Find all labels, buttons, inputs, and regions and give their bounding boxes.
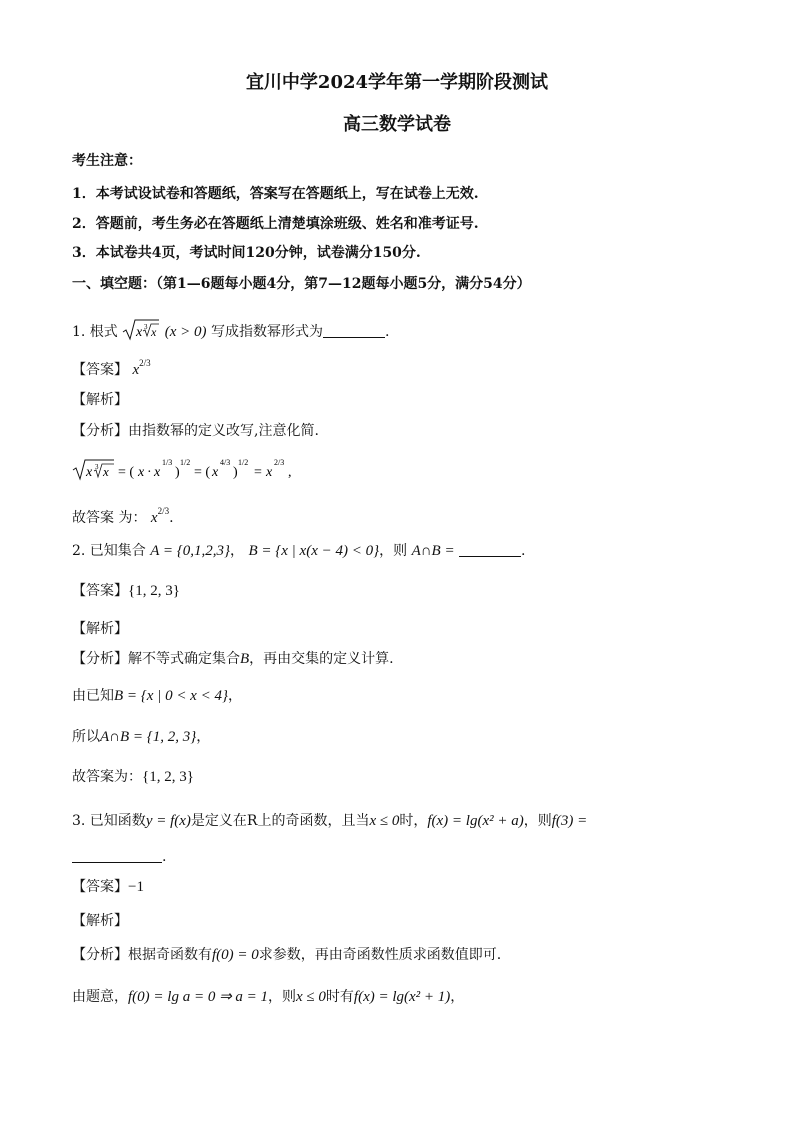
q2-step-2-text: 所以	[72, 729, 100, 745]
q1-conclusion: 故答案 为： $x^{2/3}$.	[72, 506, 174, 526]
q3-analysis-text-2: 求参数，再由奇函数性质求函数值即可.	[258, 947, 502, 963]
q2-step-1-text: 由已知	[72, 688, 114, 704]
svg-text:x: x	[154, 465, 161, 480]
q3-answer-value: −1	[128, 879, 144, 895]
q2-jiexi-label: 【解析】	[72, 621, 128, 637]
q3-analysis-math: f(0) = 0	[212, 947, 259, 963]
q2-answer-label: 【答案】	[72, 583, 128, 599]
q2-answer-blank	[459, 542, 521, 557]
svg-text:x: x	[266, 465, 273, 480]
q3-text-1: 是定义在R上的奇函数，且当	[190, 813, 370, 829]
notice-item-3: 3．本试卷共4页，考试时间120分钟，试卷满分150分.	[72, 245, 421, 261]
q3-jiexi-label: 【解析】	[72, 913, 128, 929]
svg-text:4/3: 4/3	[220, 458, 231, 467]
q3-expr: f(x) = lg(x² + a)	[427, 813, 524, 829]
q2-analysis-row	[72, 648, 394, 670]
q3-prefix: 3. 已知函数	[72, 813, 146, 829]
section-heading: 一、填空题：（第1—6题每小题4分，第7—12题每小题5分，满分54分）	[72, 276, 531, 292]
q3-cond: x ≤ 0	[369, 813, 400, 829]
q1-suffix: 写成指数幂形式为	[210, 324, 323, 340]
q1-analysis-row	[72, 420, 319, 442]
q2-conclusion-text: 故答案为：	[72, 769, 142, 785]
q3-answer-row	[72, 876, 144, 898]
q3-step-cond: x ≤ 0	[296, 989, 326, 1005]
q1-answer-blank	[323, 323, 385, 338]
svg-text:x: x	[138, 465, 145, 480]
q3-text-2: 时，	[399, 813, 428, 829]
svg-text:x: x	[86, 465, 93, 480]
q3-analysis-text-1: 根据奇函数有	[128, 947, 212, 963]
q1-conclusion-text: 故答案 为：	[72, 510, 147, 526]
notice-item-2: 2．答题前，考生务必在答题纸上清楚填涂班级、姓名和准考证号.	[72, 216, 479, 232]
q2-prefix: 2. 已知集合	[72, 543, 146, 559]
svg-text:1/2: 1/2	[238, 458, 249, 467]
q2-analysis-b: B	[240, 651, 250, 667]
q2-answer-row	[72, 580, 180, 602]
svg-text:3: 3	[95, 463, 99, 471]
q2-analysis-text-1: 解不等式确定集合	[128, 651, 240, 667]
q1-derivation-formula	[72, 456, 302, 482]
q3-analysis-row	[72, 944, 501, 966]
q1-jiexi-label: 【解析】	[72, 392, 128, 408]
svg-text:x: x	[103, 464, 109, 479]
q2-then: ，则	[379, 543, 408, 559]
svg-text:x: x	[151, 325, 157, 339]
q2-intersection: A∩B =	[411, 543, 455, 559]
svg-text:x: x	[136, 325, 143, 340]
q1-prefix: 1. 根式	[72, 324, 118, 340]
q1-analysis-label: 【分析】	[72, 423, 128, 439]
svg-text:1/2: 1/2	[180, 458, 191, 467]
q2-stem: 2. 已知集合 A = {0,1,2,3}， B = {x | x(x − 4) < 0}，则 A∩B = .	[72, 543, 526, 559]
q2-analysis-label: 【分析】	[72, 651, 128, 667]
exam-title: 宜川中学2024学年第一学期阶段测试	[245, 72, 549, 93]
q2-conclusion-math: {1, 2, 3}	[142, 769, 194, 785]
q1-stem: 1. 根式 x 3 x (x > 0) 写成指数幂形式为 .	[72, 318, 389, 343]
q1-answer-label: 【答案】	[72, 362, 128, 378]
q2-set-a: A = {0,1,2,3}	[150, 543, 231, 559]
q3-answer-blank	[72, 848, 162, 863]
exam-subtitle: 高三数学试卷	[343, 114, 451, 135]
svg-text:2/3: 2/3	[274, 458, 285, 467]
svg-text:): )	[233, 465, 238, 480]
q1-answer-row	[72, 352, 151, 381]
q3-step: 由题意，f(0) = lg a = 0 ⇒ a = 1，则x ≤ 0时有f(x) = lg(x² + 1)，	[72, 989, 465, 1005]
q1-conclusion-value: $x^{2/3}$	[150, 506, 170, 526]
svg-text:= (: = (	[118, 465, 135, 480]
q2-step-2: 所以A∩B = {1, 2, 3}，	[72, 729, 211, 745]
svg-text:3: 3	[144, 323, 148, 331]
q2-answer-value: {1, 2, 3}	[128, 583, 180, 599]
q3-blank-row: .	[72, 846, 166, 868]
q1-radical-expression	[122, 318, 160, 342]
notice-heading: 考生注意：	[72, 153, 142, 169]
notice-item-1: 1．本考试设试卷和答题纸，答案写在答题纸上，写在试卷上无效.	[72, 186, 479, 202]
q2-step-2-math: A∩B = {1, 2, 3}	[100, 729, 197, 745]
q3-step-math-1: f(0) = lg a = 0 ⇒ a = 1	[128, 989, 269, 1005]
q3-step-text-1: 由题意，	[72, 989, 128, 1005]
q3-step-text-3: 时有	[325, 989, 354, 1005]
svg-text:= (: = (	[194, 465, 211, 480]
q2-analysis-text-2: ，再由交集的定义计算.	[249, 651, 394, 667]
q3-analysis-label: 【分析】	[72, 947, 128, 963]
q2-step-1: 由已知B = {x | 0 < x < 4}，	[72, 688, 242, 704]
svg-text:x: x	[212, 465, 219, 480]
svg-text:): )	[175, 465, 180, 480]
q1-answer-value: $x^{2/3}$	[132, 358, 151, 378]
q3-step-text-2: ，则	[268, 989, 297, 1005]
svg-text:=: =	[254, 465, 262, 480]
q1-derivation	[72, 456, 302, 485]
q1-analysis-text: 由指数幂的定义改写,注意化简.	[128, 423, 319, 439]
q2-step-1-math: B = {x | 0 < x < 4}	[114, 688, 228, 704]
svg-text:1/3: 1/3	[162, 458, 173, 467]
q3-step-math-2: f(x) = lg(x² + 1)	[353, 989, 451, 1005]
q3-func: y = f(x)	[145, 813, 191, 829]
svg-text:·: ·	[147, 465, 152, 480]
q3-answer-label: 【答案】	[72, 879, 128, 895]
q1-condition: (x > 0)	[164, 324, 207, 340]
q3-text-3: ，则	[523, 813, 552, 829]
q2-set-b: B = {x | x(x − 4) < 0}	[248, 543, 380, 559]
q3-ask: f(3) =	[551, 813, 588, 829]
svg-text:,: ,	[288, 465, 292, 480]
q2-conclusion	[72, 766, 194, 788]
q3-stem	[72, 810, 587, 832]
